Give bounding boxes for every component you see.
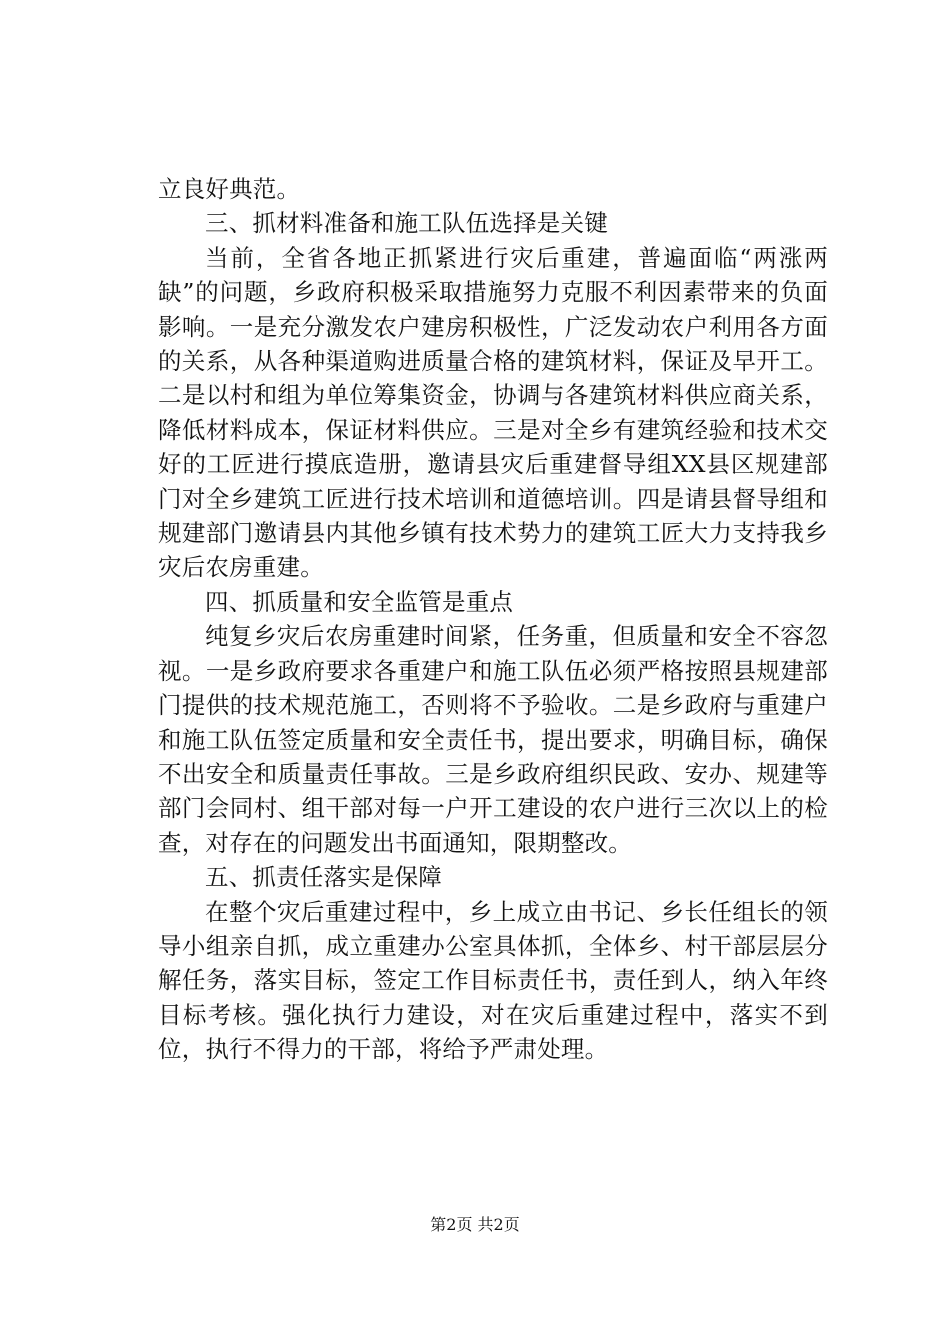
- section-4-paragraph: 纯复乡灾后农房重建时间紧，任务重，但质量和安全不容忽视。一是乡政府要求各重建户和施工队伍必须严格按照县规建部门提供的技术规范施工，否则将不予验收。二是乡政府与重建户和施工队伍签定质量和安全责任书，提出要求，明确目标，确保不出安全和质量责任事故。三是乡政府组织民政、安办、规建等部门会同村、组干部对每一户开工建设的农户进行三次以上的检查，对存在的问题发出书面通知，限期整改。: [158, 622, 828, 857]
- section-4-heading: 四、抓质量和安全监管是重点: [205, 587, 514, 616]
- section-5-paragraph: 在整个灾后重建过程中，乡上成立由书记、乡长任组长的领导小组亲自抓，成立重建办公室具体抓，全体乡、村干部层层分解任务，落实目标，签定工作目标责任书，责任到人，纳入年终目标考核。强化执行力建设，对在灾后重建过程中，落实不到位，执行不得力的干部，将给予严肃处理。: [158, 897, 828, 1064]
- document-body: [158, 172, 828, 1067]
- section-3-heading: 三、抓材料准备和施工队伍选择是关键: [205, 209, 608, 238]
- page-footer: 第2页 共2页: [430, 1215, 520, 1234]
- continuation-paragraph: 立良好典范。: [158, 175, 301, 203]
- section-5-heading: 五、抓责任落实是保障: [205, 863, 442, 892]
- section-3-paragraph: 当前，全省各地正抓紧进行灾后重建，普遍面临“两涨两缺”的问题，乡政府积极采取措施努力克服不利因素带来的负面影响。一是充分激发农户建房积极性，广泛发动农户利用各方面的关系，从各种渠道购进质量合格的建筑材料，保证及早开工。二是以村和组为单位筹集资金，协调与各建筑材料供应商关系，降低材料成本，保证材料供应。三是对全乡有建筑经验和技术交好的工匠进行摸底造册，邀请县灾后重建督导组XX县区规建部门对全乡建筑工匠进行技术培训和道德培训。四是请县督导组和规建部门邀请县内其他乡镇有技术势力的建筑工匠大力支持我乡灾后农房重建。: [158, 243, 828, 582]
